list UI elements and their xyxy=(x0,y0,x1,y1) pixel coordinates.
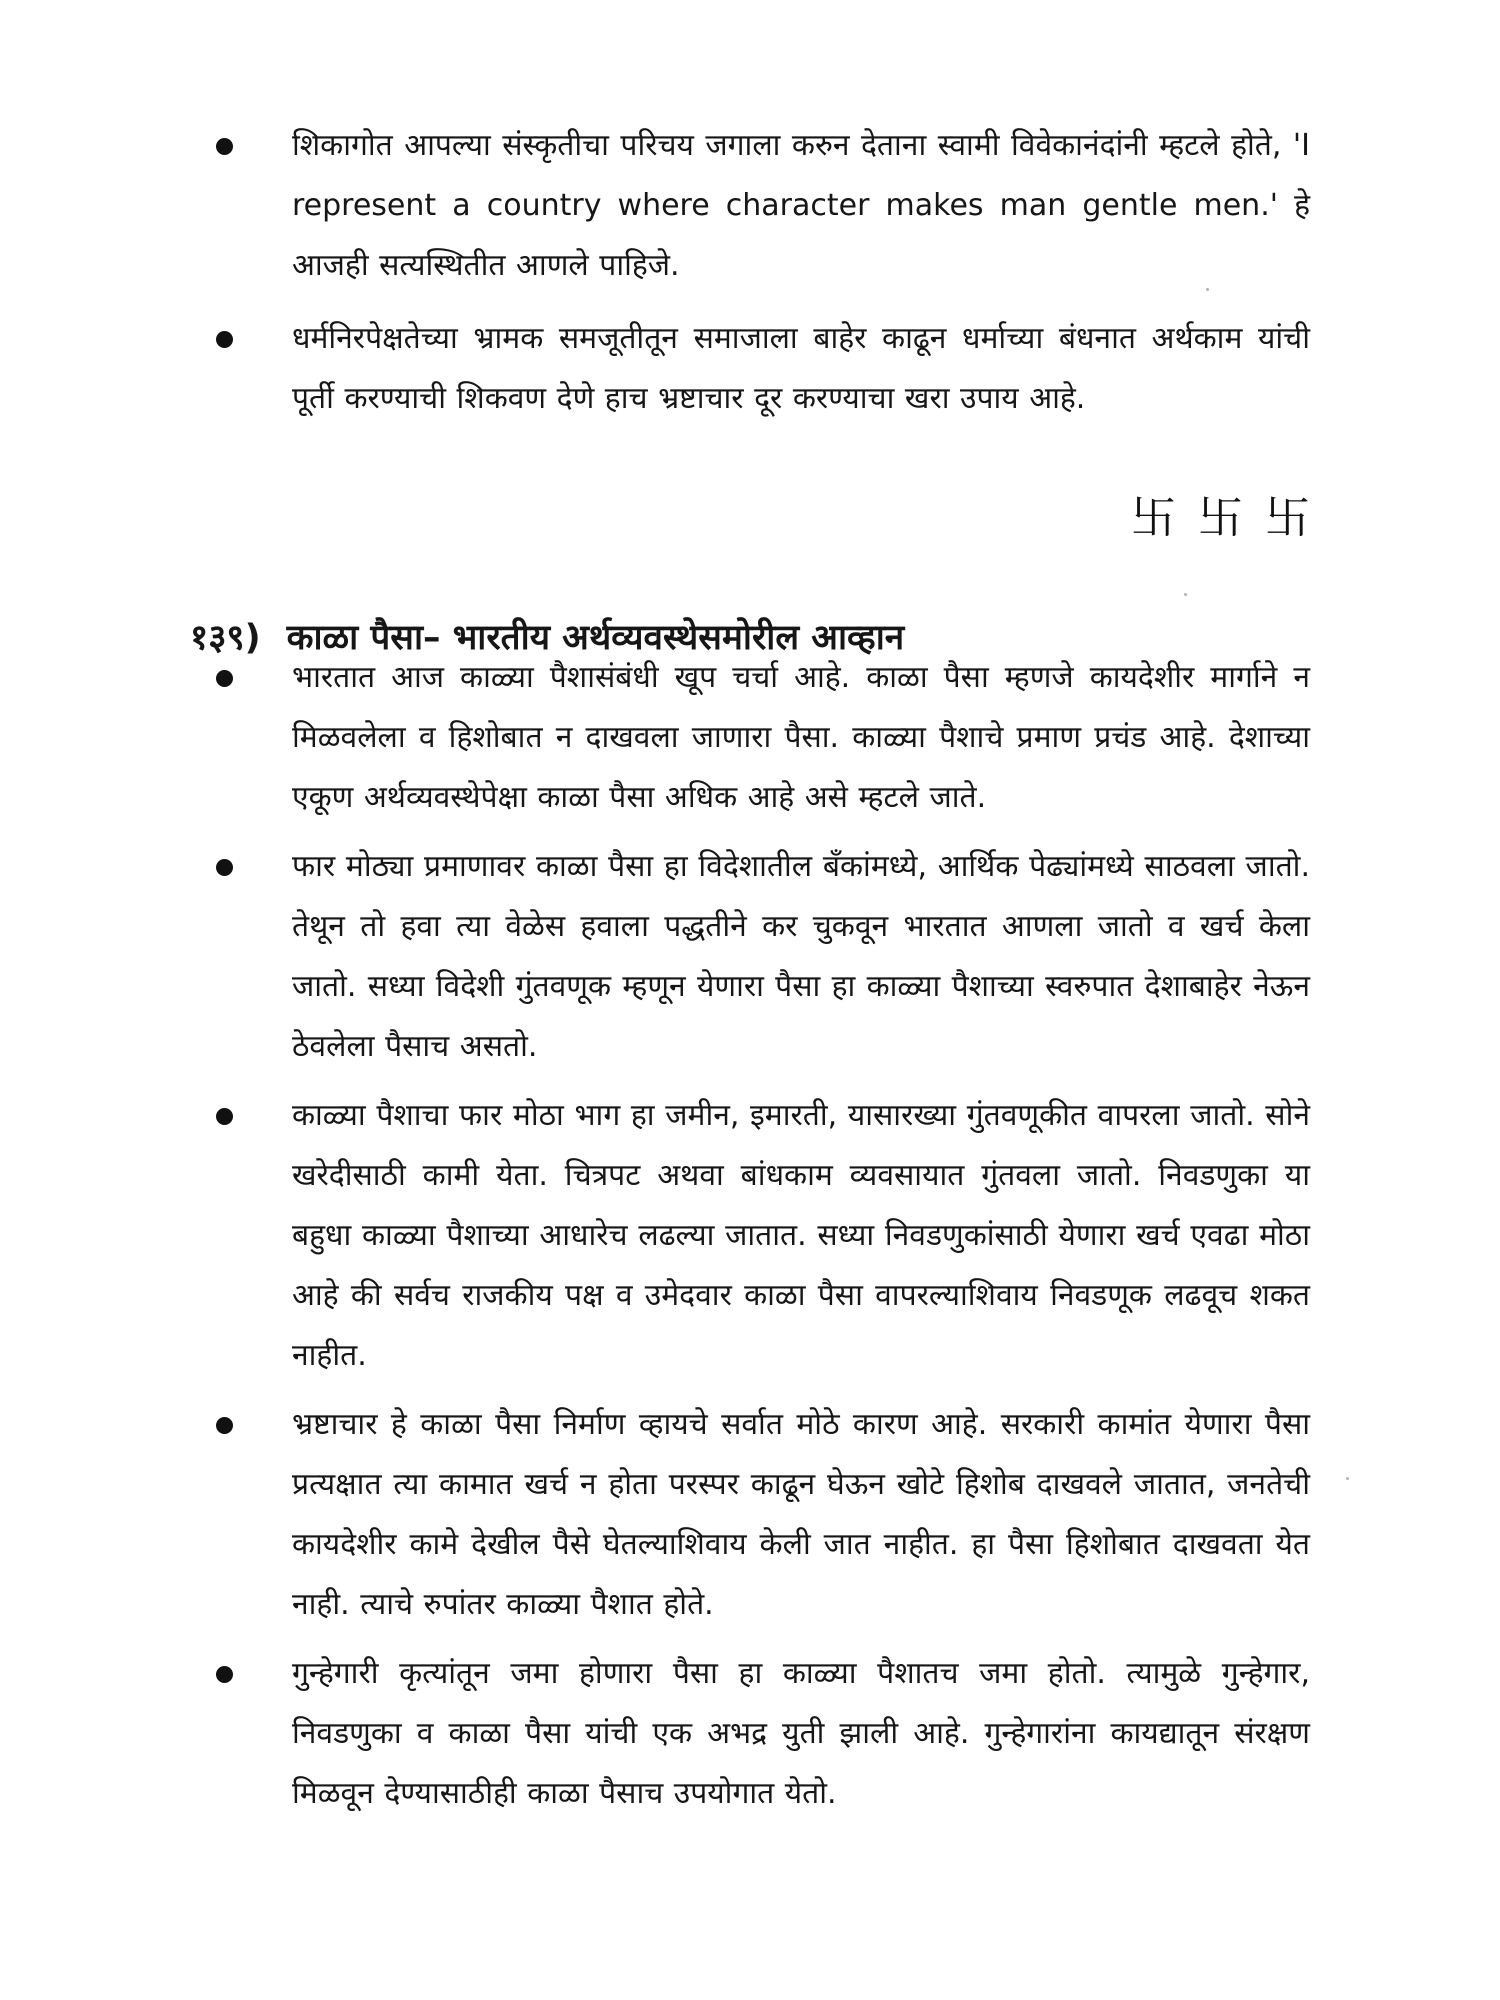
swastika-icon: 卐 xyxy=(1130,490,1176,544)
opening-bullet-item xyxy=(200,116,1320,296)
bullet-text: धर्मनिरपेक्षतेच्या भ्रामक समजूतीतून समाजाला बाहेर काढून धर्माच्या बंधनात अर्थकाम यांची पूर्ती करण्याची शिकवण देणे हाच भ्रष्टाचार दूर करण्याचा खरा उपाय आहे. xyxy=(292,321,1310,416)
opening-bullet-list xyxy=(200,116,1320,442)
bullet-dot-icon xyxy=(216,331,233,348)
bullet-text: भ्रष्टाचार हे काळा पैसा निर्माण व्हायचे सर्वात मोठे कारण आहे. सरकारी कामांत येणारा पैसा प्रत्यक्षात त्या कामात खर्च न होता परस्पर काढून घेऊन खोटे हिशोब दाखवले जातात, जनतेची कायदेशीर कामे देखील पैसे घेतल्याशिवाय केली जात नाहीत. हा पैसा हिशोबात दाखवता येत नाही. त्याचे रुपांतर काळ्या पैशात होते. xyxy=(292,1407,1310,1622)
opening-bullet-item xyxy=(200,309,1320,429)
bullet-dot-icon xyxy=(216,670,233,687)
section-number: १३९) xyxy=(190,618,261,659)
section-bullet-item xyxy=(200,1086,1320,1386)
bullet-text: भारतात आज काळ्या पैशासंबंधी खूप चर्चा आहे. काळा पैसा म्हणजे कायदेशीर मार्गाने न मिळवलेला व हिशोबात न दाखवला जाणारा पैसा. काळ्या पैशाचे प्रमाण प्रचंड आहे. देशाच्या एकूण अर्थव्यवस्थेपेक्षा काळा पैसा अधिक आहे असे म्हटले जाते. xyxy=(292,660,1310,815)
swastika-icon: 卐 xyxy=(1264,490,1310,544)
bullet-dot-icon xyxy=(216,859,233,876)
scan-speck xyxy=(1346,1477,1349,1480)
bullet-dot-icon xyxy=(216,1108,233,1125)
section-title: काळा पैसा– भारतीय अर्थव्यवस्थेसमोरील आव्हान xyxy=(286,618,905,659)
bullet-text: काळ्या पैशाचा फार मोठा भाग हा जमीन, इमारती, यासारख्या गुंतवणूकीत वापरला जातो. सोने खरेदीसाठी कामी येता. चित्रपट अथवा बांधकाम व्यवसायात गुंतवला जातो. निवडणुका या बहुधा काळ्या पैशाच्या आधारेच लढल्या जातात. सध्या निवडणुकांसाठी येणारा खर्च एवढा मोठा आहे की सर्वच राजकीय पक्ष व उमेदवार काळा पैसा वापरल्याशिवाय निवडणूक लढवूच शकत नाहीत. xyxy=(292,1098,1310,1373)
section-bullet-item xyxy=(200,1395,1320,1635)
section-bullet-item xyxy=(200,837,1320,1077)
section-bullet-list xyxy=(200,648,1320,1833)
bullet-dot-icon xyxy=(216,1666,233,1683)
bullet-dot-icon xyxy=(216,1417,233,1434)
section-bullet-item xyxy=(200,1644,1320,1824)
scan-speck xyxy=(1184,593,1187,596)
bullet-dot-icon xyxy=(216,138,233,155)
bullet-text: गुन्हेगारी कृत्यांतून जमा होणारा पैसा हा काळ्या पैशातच जमा होतो. त्यामुळे गुन्हेगार, निवडणुका व काळा पैसा यांची एक अभद्र युती झाली आहे. गुन्हेगारांना कायद्यातून संरक्षण मिळवून देण्यासाठीही काळा पैसाच उपयोगात येतो. xyxy=(292,1656,1310,1811)
section-separator xyxy=(1131,484,1310,550)
bullet-text: फार मोठ्या प्रमाणावर काळा पैसा हा विदेशातील बँकांमध्ये, आर्थिक पेढ्यांमध्ये साठवला जातो. तेथून तो हवा त्या वेळेस हवाला पद्धतीने कर चुकवून भारतात आणला जातो व खर्च केला जातो. सध्या विदेशी गुंतवणूक म्हणून येणारा पैसा हा काळ्या पैशाच्या स्वरुपात देशाबाहेर नेऊन ठेवलेला पैसाच असतो. xyxy=(292,849,1310,1064)
section-bullet-item xyxy=(200,648,1320,828)
swastika-icon: 卐 xyxy=(1197,490,1243,544)
scan-speck xyxy=(1206,288,1209,291)
bullet-text: शिकागोत आपल्या संस्कृतीचा परिचय जगाला करुन देताना स्वामी विवेकानंदांनी म्हटले होते, 'I represent a country where character makes man gentle men.' हे आजही सत्यस्थितीत आणले पाहिजे. xyxy=(292,128,1310,283)
